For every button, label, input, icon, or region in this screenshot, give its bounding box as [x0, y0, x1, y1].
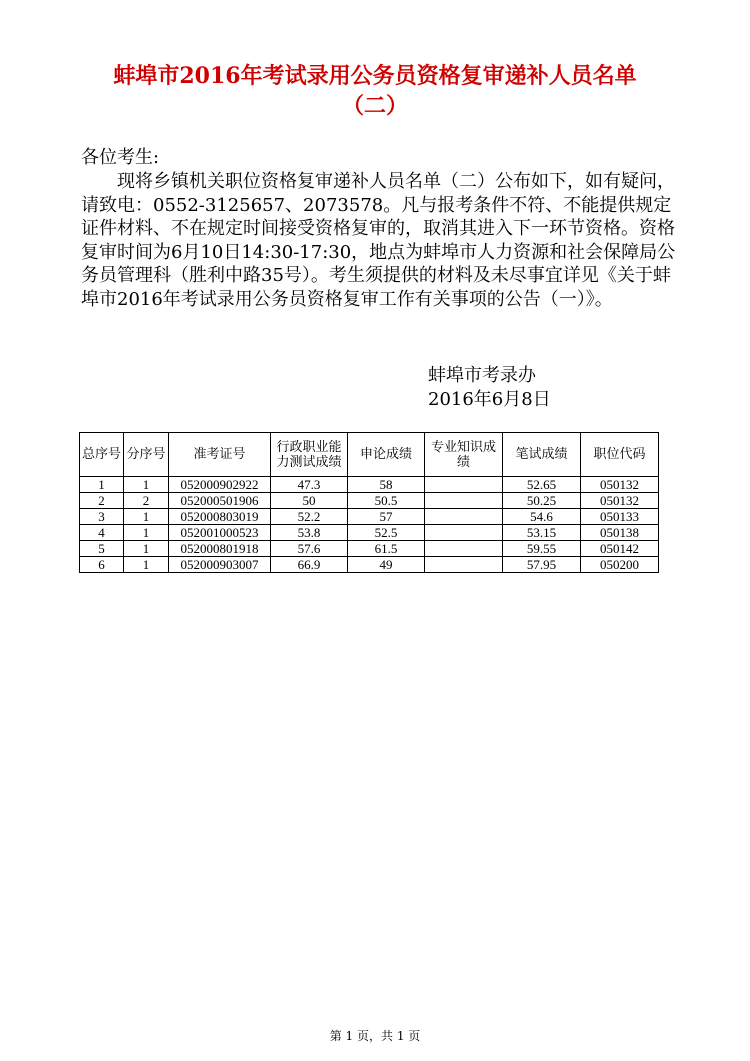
notice-paragraph-text: 现将乡镇机关职位资格复审递补人员名单（二）公布如下，如有疑问，请致电：0552-3125657、2073578。凡与报考条件不符、不能提供规定证件材料、不在规定时间接受资格复审的，取消其进入下一环节资格。资格复审时间为6月10日14:30-17:30，地点为蚌埠市人力资源和社会保障局公务员管理科（胜利中路35号）。考生须提供的材料及未尽事宜详见《关于蚌埠市2016年考试录用公务员资格复审工作有关事项的公告（一）》。: [81, 171, 676, 310]
cell-written-score: 57.95: [503, 557, 581, 573]
cell-position-code: 050133: [581, 509, 659, 525]
cell-essay-score: 50.5: [348, 493, 425, 509]
cell-exam-id: 052000902922: [169, 477, 271, 493]
cell-essay-score: 61.5: [348, 541, 425, 557]
cell-exam-id: 052000903007: [169, 557, 271, 573]
cell-professional-score: [425, 525, 503, 541]
cell-aptitude-score: 47.3: [271, 477, 348, 493]
header-exam-id: 准考证号: [169, 433, 271, 477]
document-title: 蚌埠市2016年考试录用公务员资格复审递补人员名单: [113, 63, 637, 89]
header-total-no: 总序号: [80, 433, 124, 477]
cell-aptitude-score: 53.8: [271, 525, 348, 541]
table-row: [80, 525, 659, 541]
header-written-score: 笔试成绩: [503, 433, 581, 477]
cell-position-code: 050200: [581, 557, 659, 573]
results-table: [79, 432, 659, 573]
cell-position-code: 050132: [581, 493, 659, 509]
cell-written-score: 54.6: [503, 509, 581, 525]
cell-aptitude-score: 57.6: [271, 541, 348, 557]
document-title-subline: （二）: [341, 93, 408, 119]
cell-total-no: 1: [80, 477, 124, 493]
cell-total-no: 2: [80, 493, 124, 509]
cell-position-code: 050142: [581, 541, 659, 557]
cell-position-code: 050132: [581, 477, 659, 493]
cell-written-score: 50.25: [503, 493, 581, 509]
cell-aptitude-score: 52.2: [271, 509, 348, 525]
cell-total-no: 6: [80, 557, 124, 573]
cell-aptitude-score: 50: [271, 493, 348, 509]
cell-sub-no: 1: [124, 509, 169, 525]
cell-essay-score: 52.5: [348, 525, 425, 541]
cell-essay-score: 57: [348, 509, 425, 525]
cell-sub-no: 1: [124, 541, 169, 557]
header-position-code: 职位代码: [581, 433, 659, 477]
table-row: [80, 541, 659, 557]
cell-essay-score: 58: [348, 477, 425, 493]
cell-total-no: 5: [80, 541, 124, 557]
cell-total-no: 4: [80, 525, 124, 541]
header-sub-no: 分序号: [124, 433, 169, 477]
cell-exam-id: 052000803019: [169, 509, 271, 525]
table-row: [80, 557, 659, 573]
table-row: [80, 493, 659, 509]
table-header-row: [80, 433, 659, 477]
cell-essay-score: 49: [348, 557, 425, 573]
cell-sub-no: 1: [124, 525, 169, 541]
notice-paragraph: [81, 170, 681, 311]
cell-professional-score: [425, 557, 503, 573]
cell-exam-id: 052001000523: [169, 525, 271, 541]
cell-written-score: 53.15: [503, 525, 581, 541]
header-essay-score: 申论成绩: [348, 433, 425, 477]
cell-total-no: 3: [80, 509, 124, 525]
cell-sub-no: 1: [124, 557, 169, 573]
greeting: 各位考生:: [81, 147, 160, 168]
cell-professional-score: [425, 477, 503, 493]
table-row: [80, 477, 659, 493]
page-footer: 第 1 页，共 1 页: [329, 1029, 421, 1043]
cell-aptitude-score: 66.9: [271, 557, 348, 573]
cell-written-score: 52.65: [503, 477, 581, 493]
signature-organization: 蚌埠市考录办: [428, 365, 536, 386]
cell-professional-score: [425, 493, 503, 509]
header-aptitude-score: 行政职业能力测试成绩: [271, 433, 348, 477]
table-row: [80, 509, 659, 525]
cell-professional-score: [425, 509, 503, 525]
cell-written-score: 59.55: [503, 541, 581, 557]
cell-exam-id: 052000801918: [169, 541, 271, 557]
cell-sub-no: 1: [124, 477, 169, 493]
cell-exam-id: 052000501906: [169, 493, 271, 509]
header-professional-score: 专业知识成绩: [425, 433, 503, 477]
cell-professional-score: [425, 541, 503, 557]
signature-date: 2016年6月8日: [428, 389, 551, 410]
cell-sub-no: 2: [124, 493, 169, 509]
cell-position-code: 050138: [581, 525, 659, 541]
